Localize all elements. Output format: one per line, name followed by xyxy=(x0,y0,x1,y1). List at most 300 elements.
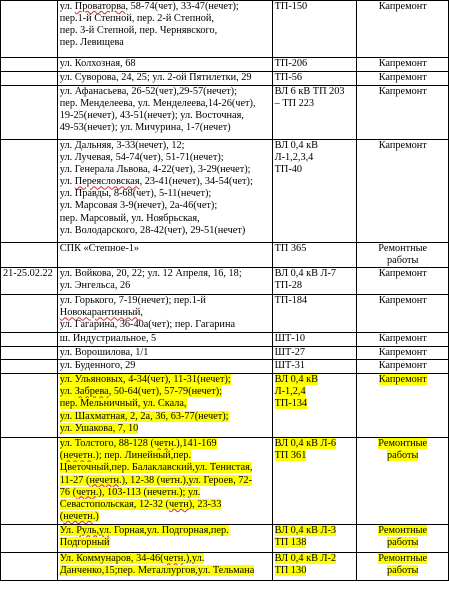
address-text xyxy=(60,307,143,318)
address-part: Ул. Коммунаров, 34-46( xyxy=(59,553,164,565)
address-text xyxy=(60,553,205,564)
table-row xyxy=(1,86,449,140)
object-line xyxy=(275,450,355,462)
table-row xyxy=(1,1,449,58)
object-text: ВЛ 0,4 кВ Л-3 xyxy=(274,525,337,537)
object-text: ВЛ 6 кВ ТП 203 xyxy=(274,86,345,97)
address-text xyxy=(60,295,206,306)
address-text xyxy=(60,176,253,187)
table-row xyxy=(1,72,449,86)
address-part: 49-53(нечет); ул. Мичурина, 1-7(нечет) xyxy=(59,122,231,134)
address-text xyxy=(60,411,229,422)
object-text: ТП-134 xyxy=(274,398,308,410)
address-part: Ул. xyxy=(59,525,77,537)
work-type-text: Капремонт xyxy=(378,374,427,386)
address-text xyxy=(60,164,251,175)
address-part: ул. xyxy=(59,1,75,12)
work-type-line xyxy=(359,438,446,450)
address-text xyxy=(60,386,222,397)
address-part: .),ул. xyxy=(183,553,205,565)
object-text: ТП 138 xyxy=(274,537,307,549)
address-part: ш. Индустриальное, 5 xyxy=(59,333,157,345)
address-line xyxy=(60,213,270,225)
table-row xyxy=(1,295,449,333)
address-text xyxy=(60,25,217,36)
object-text: ТП-56 xyxy=(274,72,303,83)
date-cell xyxy=(1,360,58,374)
object-text: ШТ-31 xyxy=(274,360,305,372)
date-cell xyxy=(1,347,58,360)
date-cell xyxy=(1,374,58,438)
address-cell xyxy=(57,72,272,86)
object-line xyxy=(275,140,355,152)
table-row xyxy=(1,360,449,374)
address-cell xyxy=(57,374,272,438)
object-text: ВЛ 0,4 кВ Л-2 xyxy=(274,553,337,565)
object-cell xyxy=(272,86,357,140)
object-line xyxy=(275,347,355,359)
address-line xyxy=(60,475,270,487)
address-part: ул. Ульяновых, 4-34(чет), 11-31(нечет); xyxy=(59,374,231,386)
address-part: Подгорный xyxy=(59,537,110,549)
address-line xyxy=(60,164,270,176)
address-part: ( xyxy=(59,510,64,522)
work-type-line xyxy=(359,255,446,267)
address-line xyxy=(60,438,270,450)
object-line xyxy=(275,152,355,164)
work-type-text: Ремонтные xyxy=(378,438,428,450)
address-part: 76 ( xyxy=(59,486,77,498)
address-text xyxy=(60,398,187,409)
address-part: .), 12-38 (четн.),ул. Героев, 72- xyxy=(119,474,252,486)
work-type-text: Ремонтные xyxy=(378,553,428,565)
address-part: 19-25(нечет), 43-51(нечет); ул. Восточная, xyxy=(59,110,244,122)
object-cell xyxy=(272,295,357,333)
address-text xyxy=(60,1,239,12)
date-cell xyxy=(1,525,58,553)
address-line xyxy=(60,537,270,549)
address-line xyxy=(60,499,270,511)
object-cell xyxy=(272,333,357,347)
address-part: ул. Энгельса, 26 xyxy=(59,280,131,292)
object-cell xyxy=(272,525,357,553)
address-line xyxy=(60,360,270,372)
object-line xyxy=(275,295,355,307)
table-row xyxy=(1,553,449,581)
object-text: ТП-28 xyxy=(274,280,303,292)
address-line xyxy=(60,122,270,134)
work-type-cell xyxy=(357,86,449,140)
work-type-line xyxy=(359,360,446,372)
table-row xyxy=(1,525,449,553)
object-line xyxy=(275,398,355,410)
address-line xyxy=(60,176,270,188)
address-text xyxy=(60,243,139,254)
address-line xyxy=(60,243,270,255)
work-type-line xyxy=(359,333,446,345)
address-part: ул. Афанасьева, 26-52(чет),29-57(нечет); xyxy=(59,86,237,97)
work-type-cell xyxy=(357,360,449,374)
work-type-text: работы xyxy=(387,565,419,577)
address-line xyxy=(60,423,270,435)
address-line xyxy=(60,1,270,13)
object-line xyxy=(275,58,355,70)
work-type-text: Капремонт xyxy=(378,86,427,97)
work-type-cell xyxy=(357,553,449,581)
address-line xyxy=(60,140,270,152)
address-cell xyxy=(57,553,272,581)
address-part: , 58-74(чет), 33-47(нечет); xyxy=(125,1,239,12)
address-text xyxy=(60,140,185,151)
address-line xyxy=(60,58,270,70)
date-cell xyxy=(1,438,58,525)
work-type-cell xyxy=(357,243,449,268)
object-text: ВЛ 0,4 кВ Л-7 xyxy=(274,268,337,280)
address-text xyxy=(60,122,231,133)
address-part: ул. Суворова, 24, 25; ул. 2-ой Пятилетки, 29 xyxy=(59,72,252,83)
date-cell xyxy=(1,295,58,333)
object-line xyxy=(275,86,355,98)
date-cell xyxy=(1,268,58,295)
work-type-text: работы xyxy=(387,537,419,549)
work-type-text: работы xyxy=(387,255,419,267)
object-cell xyxy=(272,72,357,86)
address-part: ул. xyxy=(59,386,75,398)
address-part: ул. Буденного, 29 xyxy=(59,360,136,372)
spellcheck-word: четн xyxy=(168,498,189,510)
address-text xyxy=(60,423,139,434)
address-cell xyxy=(57,140,272,243)
date-cell xyxy=(1,553,58,581)
address-part: Данченко,15;пер. Металлургов,ул. Тельмана xyxy=(59,565,255,577)
work-type-cell xyxy=(357,525,449,553)
address-part: , 50-64(чет), 57-79(нечет); xyxy=(108,386,222,398)
work-type-text: Капремонт xyxy=(378,1,427,12)
object-cell xyxy=(272,553,357,581)
address-part: ул. Правды, 8-68(чет), 5-11(нечет); xyxy=(59,188,212,200)
object-line xyxy=(275,98,355,110)
address-line xyxy=(60,462,270,474)
address-part: , 23-41(нечет), 34-54(чет); xyxy=(139,176,253,188)
address-part: .) xyxy=(92,510,99,522)
spellcheck-word: Переясловская xyxy=(74,176,140,188)
work-type-text: Капремонт xyxy=(378,268,427,280)
object-text: Л-1,2,4 xyxy=(274,386,306,398)
address-part: ), 23-33 xyxy=(188,498,222,510)
address-text xyxy=(60,537,110,548)
address-text xyxy=(60,565,254,576)
object-line xyxy=(275,374,355,386)
address-line xyxy=(60,450,270,462)
object-line xyxy=(275,280,355,292)
object-line xyxy=(275,438,355,450)
address-part: ул. xyxy=(59,176,75,188)
object-cell xyxy=(272,438,357,525)
spellcheck-word: четн xyxy=(153,438,174,450)
address-line xyxy=(60,525,270,537)
address-part: ул. Горького, 7-19(нечет); пер.1-й xyxy=(59,295,206,307)
work-type-cell xyxy=(357,374,449,438)
address-part: пер. Мельничный, ул. Скала, xyxy=(59,398,187,410)
address-text xyxy=(60,360,136,371)
address-text xyxy=(60,225,246,236)
spellcheck-word: Новокарантинный xyxy=(59,307,141,319)
address-cell xyxy=(57,1,272,58)
work-type-line xyxy=(359,58,446,70)
table-row xyxy=(1,347,449,360)
address-line xyxy=(60,347,270,359)
address-text xyxy=(60,511,99,522)
address-part: пер.1-й Степной, пер. 2-й Степной, xyxy=(59,13,214,25)
address-part: пер. Менделеева, ул. Менделеева,14-26(чет), xyxy=(59,98,256,110)
object-cell xyxy=(272,243,357,268)
address-line xyxy=(60,200,270,212)
address-part: .); пер. Линейный,пер. xyxy=(92,450,192,462)
address-part: пер. Левищева xyxy=(59,37,124,49)
date-value: 21-25.02.22 xyxy=(3,268,53,280)
table-row xyxy=(1,58,449,72)
address-part: .),141-169 xyxy=(173,438,217,450)
spellcheck-word: Руль,ул xyxy=(76,525,109,537)
spellcheck-word: четн xyxy=(163,553,184,565)
date-cell xyxy=(1,72,58,86)
address-part: . Горная,ул. Подгорная,пер. xyxy=(108,525,229,537)
address-text xyxy=(60,268,242,279)
work-type-text: Ремонтные xyxy=(378,525,428,537)
date-cell xyxy=(1,333,58,347)
object-text: ТП-184 xyxy=(274,295,308,307)
object-text: ШТ-27 xyxy=(274,347,305,359)
work-type-line xyxy=(359,450,446,462)
address-text xyxy=(60,438,217,449)
object-line xyxy=(275,565,355,577)
work-type-line xyxy=(359,1,446,13)
object-text: ТП 361 xyxy=(274,450,307,462)
address-line xyxy=(60,86,270,98)
address-text xyxy=(60,487,201,498)
address-line xyxy=(60,110,270,122)
table-row xyxy=(1,268,449,295)
address-text xyxy=(60,213,200,224)
address-part: Севастопольская, 12-32 ( xyxy=(59,498,169,510)
address-line xyxy=(60,98,270,110)
address-text xyxy=(60,37,124,48)
address-part: ( xyxy=(59,450,64,462)
spellcheck-word: нечетн xyxy=(63,450,93,462)
work-type-cell xyxy=(357,1,449,58)
work-type-cell xyxy=(357,438,449,525)
address-part: ул. Гагарина, 36-40а(чет); пер. Гагарина xyxy=(59,319,236,331)
address-text xyxy=(60,200,217,211)
address-cell xyxy=(57,295,272,333)
work-type-line xyxy=(359,374,446,386)
spellcheck-word: Проваторва xyxy=(74,1,126,12)
address-text xyxy=(60,13,214,24)
address-text xyxy=(60,462,253,473)
object-line xyxy=(275,268,355,280)
work-type-line xyxy=(359,553,446,565)
address-text xyxy=(60,58,136,69)
address-text xyxy=(60,450,191,461)
address-line xyxy=(60,37,270,49)
address-part: 11-27 ( xyxy=(59,474,90,486)
date-cell xyxy=(1,86,58,140)
address-part: .), 103-113 (нечетн.); ул. xyxy=(95,486,201,498)
work-type-cell xyxy=(357,295,449,333)
table-row xyxy=(1,438,449,525)
address-part: ул. Шахматная, 2, 2а, 36, 63-77(нечет); xyxy=(59,410,229,422)
work-type-cell xyxy=(357,333,449,347)
address-line xyxy=(60,565,270,577)
address-text xyxy=(60,374,231,385)
object-text: ТП-40 xyxy=(274,164,303,176)
address-cell xyxy=(57,333,272,347)
address-line xyxy=(60,13,270,25)
work-type-line xyxy=(359,565,446,577)
date-cell xyxy=(1,243,58,268)
address-line xyxy=(60,487,270,499)
address-line xyxy=(60,398,270,410)
object-line xyxy=(275,525,355,537)
address-line xyxy=(60,268,270,280)
address-line xyxy=(60,307,270,319)
work-type-cell xyxy=(357,72,449,86)
address-cell xyxy=(57,347,272,360)
work-type-line xyxy=(359,72,446,84)
work-type-text: Капремонт xyxy=(378,140,427,151)
object-cell xyxy=(272,374,357,438)
address-part: СПК «Степное-1» xyxy=(59,243,140,254)
date-cell xyxy=(1,1,58,58)
work-type-line xyxy=(359,140,446,152)
object-text: ВЛ 0,4 кВ xyxy=(274,140,318,151)
object-text: – ТП 223 xyxy=(274,98,315,110)
work-type-line xyxy=(359,537,446,549)
object-cell xyxy=(272,1,357,58)
address-part: ул. Ворошилова, 1/1 xyxy=(59,347,149,359)
object-cell xyxy=(272,347,357,360)
work-type-text: Капремонт xyxy=(378,347,427,359)
address-cell xyxy=(57,86,272,140)
spellcheck-word: нечетн xyxy=(63,510,93,522)
work-type-cell xyxy=(357,347,449,360)
address-line xyxy=(60,295,270,307)
object-text: ТП 365 xyxy=(274,243,307,254)
object-text: ВЛ 0,4 кВ xyxy=(274,374,318,386)
address-line xyxy=(60,374,270,386)
spellcheck-word: Забрева xyxy=(74,386,109,398)
object-text: ВЛ 0,4 кВ Л-6 xyxy=(274,438,337,450)
address-part: ул. Генерала Львова, 4-22(чет), 3-29(нечет); xyxy=(59,164,251,176)
object-text: ТП 130 xyxy=(274,565,307,577)
address-line xyxy=(60,280,270,292)
address-part: Цветочный,пер. Балаклавский,ул. Тенистая, xyxy=(59,462,253,474)
object-line xyxy=(275,243,355,255)
object-line xyxy=(275,1,355,13)
work-type-text: Капремонт xyxy=(378,72,427,83)
work-type-text: работы xyxy=(387,450,419,462)
object-text: ТП-150 xyxy=(274,1,308,12)
work-type-line xyxy=(359,268,446,280)
address-cell xyxy=(57,525,272,553)
object-line xyxy=(275,360,355,372)
address-text xyxy=(60,110,244,121)
object-cell xyxy=(272,360,357,374)
address-text xyxy=(60,499,222,510)
address-part: ул. Колхозная, 68 xyxy=(59,58,136,69)
work-type-cell xyxy=(357,58,449,72)
address-part: ул. Володарского, 28-42(чет), 29-51(нечет) xyxy=(59,224,246,236)
address-line xyxy=(60,72,270,84)
work-type-text: Капремонт xyxy=(378,360,427,372)
address-text xyxy=(60,333,156,344)
address-line xyxy=(60,188,270,200)
spellcheck-word: нечетн xyxy=(89,474,120,486)
address-part: ул. Войкова, 20, 22; ул. 12 Апреля, 16, 18; xyxy=(59,268,242,280)
address-text xyxy=(60,188,211,199)
object-line xyxy=(275,537,355,549)
address-line xyxy=(60,411,270,423)
work-type-line xyxy=(359,525,446,537)
address-text xyxy=(60,319,235,330)
table-row xyxy=(1,333,449,347)
table-row xyxy=(1,243,449,268)
address-line xyxy=(60,386,270,398)
date-cell xyxy=(1,58,58,72)
address-part: , xyxy=(140,307,143,319)
spellcheck-word: четн xyxy=(76,486,96,498)
address-part: ул. Толстого, 88-128 ( xyxy=(59,438,154,450)
address-line xyxy=(60,152,270,164)
date-cell xyxy=(1,140,58,243)
object-cell xyxy=(272,140,357,243)
address-cell xyxy=(57,243,272,268)
work-type-cell xyxy=(357,268,449,295)
address-text xyxy=(60,72,252,83)
address-part: пер. 3-й Степной, пер. Чернявского, xyxy=(59,25,218,37)
object-line xyxy=(275,333,355,345)
address-line xyxy=(60,225,270,237)
object-text: Л-1,2,3,4 xyxy=(274,152,314,164)
address-line xyxy=(60,511,270,523)
address-line xyxy=(60,553,270,565)
address-cell xyxy=(57,58,272,72)
work-type-line xyxy=(359,86,446,98)
address-part: ул. Ушакова, 7, 10 xyxy=(59,422,139,434)
address-part: ул. Лучевая, 54-74(чет), 51-71(нечет); xyxy=(59,152,224,164)
address-line xyxy=(60,25,270,37)
address-cell xyxy=(57,268,272,295)
table-row xyxy=(1,140,449,243)
work-type-text: Ремонтные xyxy=(378,243,428,254)
address-line xyxy=(60,319,270,331)
address-text xyxy=(60,98,256,109)
object-cell xyxy=(272,268,357,295)
address-line xyxy=(60,333,270,345)
work-type-cell xyxy=(357,140,449,243)
address-cell xyxy=(57,360,272,374)
object-cell xyxy=(272,58,357,72)
object-text: ТП-206 xyxy=(274,58,308,69)
work-type-text: Капремонт xyxy=(378,58,427,69)
address-part: ул. Дальняя, 3-33(нечет), 12; xyxy=(59,140,185,151)
work-type-line xyxy=(359,295,446,307)
table-row xyxy=(1,374,449,438)
address-text xyxy=(60,86,237,97)
object-line xyxy=(275,72,355,84)
address-part: ул. Марсовая 3-9(нечет), 2а-46(чет); xyxy=(59,200,218,212)
object-text: ШТ-10 xyxy=(274,333,305,345)
